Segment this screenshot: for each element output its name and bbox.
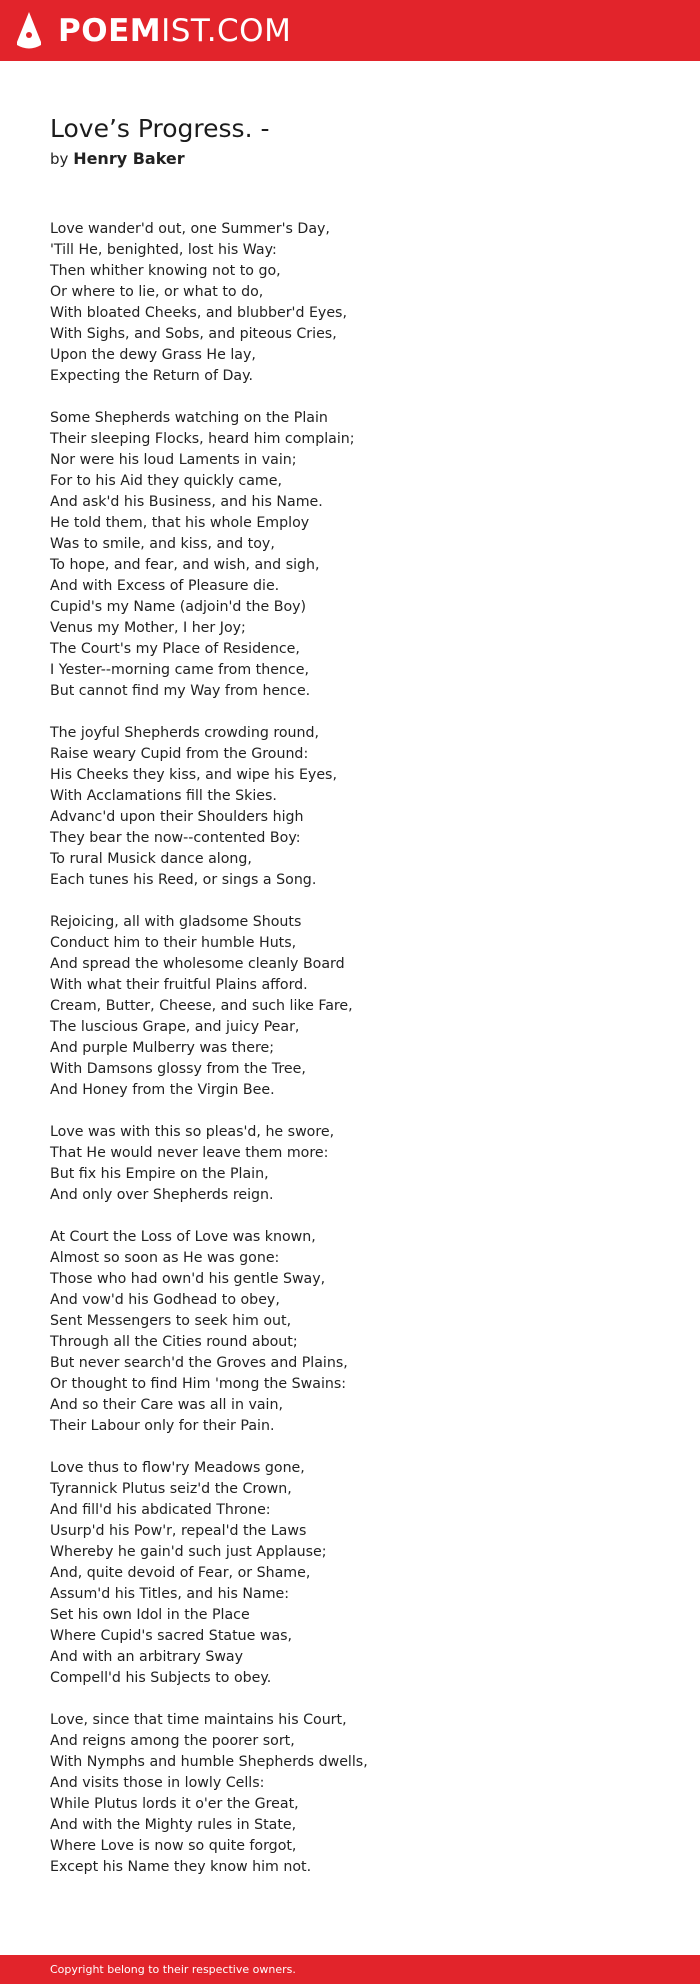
poem-line: Rejoicing, all with gladsome Shouts [50,914,302,930]
poem-line: Conduct him to their humble Huts, [50,935,297,951]
poem-line: He told them, that his whole Employ [50,515,310,531]
by-label: by [50,150,69,168]
poem-header [50,112,650,170]
poem-line: Where Love is now so quite forgot, [50,1838,297,1854]
poem-line: With what their fruitful Plains afford. [50,977,308,993]
poem-line: To hope, and fear, and wish, and sigh, [50,557,320,573]
poem-line: Love wander'd out, one Summer's Day, [50,221,330,237]
poem-line: Or where to lie, or what to do, [50,284,264,300]
poem-stanza [50,219,650,387]
poem-line: And with an arbitrary Sway [50,1649,244,1665]
poem-line: And reigns among the poorer sort, [50,1733,295,1749]
site-logo-text [58,10,291,52]
poem-line: Cream, Butter, Cheese, and such like Fare, [50,998,353,1014]
poem-line: I Yester--morning came from thence, [50,662,309,678]
poem-line: Venus my Mother, I her Joy; [50,620,246,636]
poem-line: Raise weary Cupid from the Ground: [50,746,309,762]
site-header [0,0,700,61]
poem-line: His Cheeks they kiss, and wipe his Eyes, [50,767,337,783]
poem-line: Tyrannick Plutus seiz'd the Crown, [50,1481,292,1497]
poem-line: Upon the dewy Grass He lay, [50,347,256,363]
poem-line: Through all the Cities round about; [50,1334,298,1350]
poem-line: But fix his Empire on the Plain, [50,1166,269,1182]
poem-line: Those who had own'd his gentle Sway, [50,1271,326,1287]
poem-line: With Damsons glossy from the Tree, [50,1061,306,1077]
poem-line: Advanc'd upon their Shoulders high [50,809,304,825]
poem-line: Or thought to find Him 'mong the Swains: [50,1376,347,1392]
poem-line: But cannot find my Way from hence. [50,683,311,699]
poem-byline [50,148,650,170]
copyright-notice: Copyright belong to their respective owners. [50,1963,296,1976]
poem-line: Usurp'd his Pow'r, repeal'd the Laws [50,1523,307,1539]
poem-title: Love’s Progress. - [50,114,270,143]
poem-stanza [50,1710,650,1878]
poem-line: And only over Shepherds reign. [50,1187,274,1203]
poem-line: Nor were his loud Laments in vain; [50,452,297,468]
poem-line: Sent Messengers to seek him out, [50,1313,292,1329]
poem-line: Their Labour only for their Pain. [50,1418,275,1434]
poem-line: With Sighs, and Sobs, and piteous Cries, [50,326,337,342]
poem-line: And purple Mulberry was there; [50,1040,274,1056]
poem-body [50,219,650,1899]
logo-text-bold: POEM [58,13,162,49]
poem-line: And, quite devoid of Fear, or Shame, [50,1565,311,1581]
poem-line: At Court the Loss of Love was known, [50,1229,316,1245]
poem-line: And ask'd his Business, and his Name. [50,494,323,510]
poem-stanza [50,912,650,1101]
poem-line: Then whither knowing not to go, [50,263,281,279]
poem-line: While Plutus lords it o'er the Great, [50,1796,299,1812]
poem-line: Some Shepherds watching on the Plain [50,410,328,426]
poem-line: Except his Name they know him not. [50,1859,312,1875]
poem-line: Where Cupid's sacred Statue was, [50,1628,293,1644]
poem-line: And Honey from the Virgin Bee. [50,1082,275,1098]
poem-line: The joyful Shepherds crowding round, [50,725,320,741]
pencil-tip-icon [16,11,42,51]
poem-line: But never search'd the Groves and Plains, [50,1355,348,1371]
poem-line: And spread the wholesome cleanly Board [50,956,345,972]
poem-line: Assum'd his Titles, and his Name: [50,1586,290,1602]
poem-line: 'Till He, benighted, lost his Way: [50,242,277,258]
poem-line: The Court's my Place of Residence, [50,641,300,657]
site-footer [0,1955,700,1984]
poem-line: Love was with this so pleas'd, he swore, [50,1124,335,1140]
poem-line: Their sleeping Flocks, heard him complain; [50,431,355,447]
poem-stanza [50,408,650,702]
poem-line: And so their Care was all in vain, [50,1397,283,1413]
poem-line: And visits those in lowly Cells: [50,1775,265,1791]
poem-stanza [50,1227,650,1437]
poem-line: To rural Musick dance along, [50,851,252,867]
poem-line: Compell'd his Subjects to obey. [50,1670,272,1686]
poem-stanza [50,1122,650,1206]
poem-author: Henry Baker [73,149,185,168]
poem-line: With Acclamations fill the Skies. [50,788,277,804]
poem-line: Cupid's my Name (adjoin'd the Boy) [50,599,307,615]
poem-line: With Nymphs and humble Shepherds dwells, [50,1754,368,1770]
logo-text-light: IST.COM [161,13,292,49]
poem-line: That He would never leave them more: [50,1145,329,1161]
poem-line: And with Excess of Pleasure die. [50,578,280,594]
poem-line: Expecting the Return of Day. [50,368,253,384]
poem-line: Set his own Idol in the Place [50,1607,250,1623]
poem-line: Whereby he gain'd such just Applause; [50,1544,327,1560]
poem-line: For to his Aid they quickly came, [50,473,282,489]
poem-line: Each tunes his Reed, or sings a Song. [50,872,317,888]
poem-line: Love, since that time maintains his Court, [50,1712,347,1728]
poem-stanza [50,723,650,891]
poem-line: And vow'd his Godhead to obey, [50,1292,280,1308]
site-logo-link[interactable] [16,10,291,52]
poem-line: With bloated Cheeks, and blubber'd Eyes, [50,305,347,321]
poem-line: And fill'd his abdicated Throne: [50,1502,271,1518]
poem-line: Was to smile, and kiss, and toy, [50,536,275,552]
poem-line: Love thus to flow'ry Meadows gone, [50,1460,305,1476]
poem-stanza [50,1458,650,1689]
poem-line: They bear the now--contented Boy: [50,830,301,846]
poem-line: Almost so soon as He was gone: [50,1250,280,1266]
poem-line: The luscious Grape, and juicy Pear, [50,1019,300,1035]
poem-line: And with the Mighty rules in State, [50,1817,297,1833]
